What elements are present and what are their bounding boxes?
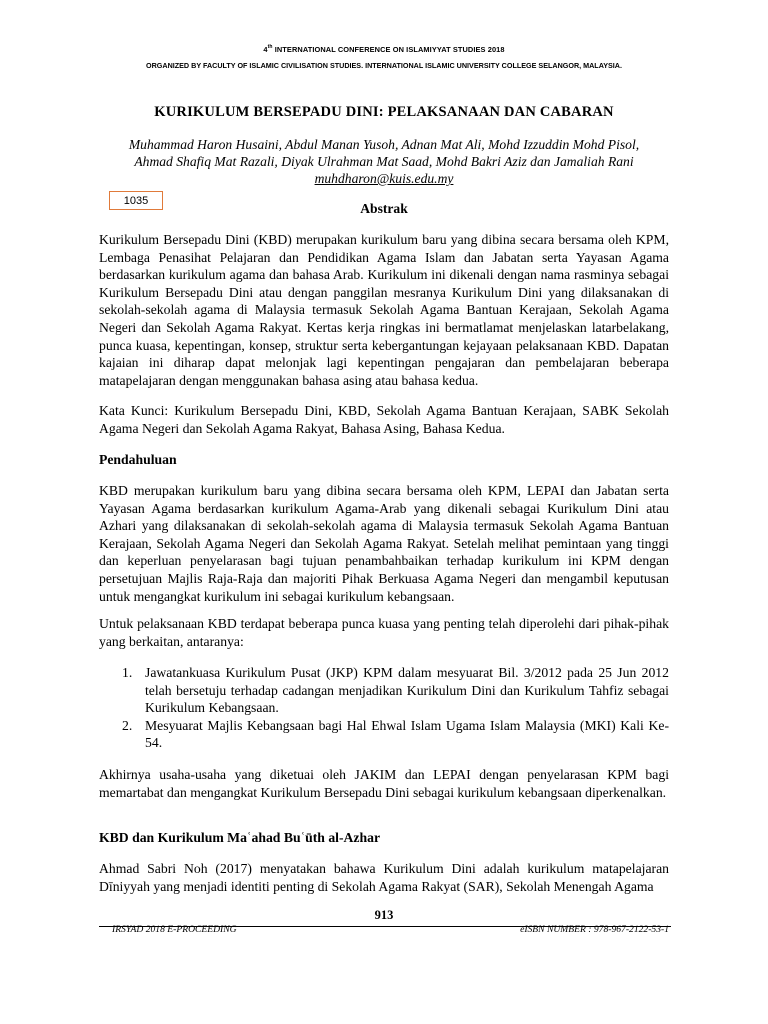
paper-title: KURIKULUM BERSEPADU DINI: PELAKSANAAN DAN CABARAN (154, 104, 614, 120)
authors-line-2: Ahmad Shafiq Mat Razali, Diyak Ulrahman Mat Saad, Mohd Bakri Aziz dan Jamaliah Rani (134, 154, 634, 169)
authors-block (0, 136, 768, 187)
abstract-text-block (99, 231, 669, 389)
list-item (99, 717, 669, 752)
introduction-para-1-text: KBD merupakan kurikulum baru yang dibina secara bersama oleh KPM, LEPAI dan Jabatan serta Yayasan Agama berdasarkan kurikulum Agama-Arab yang dikenali sebagai Kurikulum Dini atau Azhari yang dilaksanakan di sekolah-sekolah agama di Malaysia termasuk Sekolah Agama Bantuan Kerajaan, Sekolah Agama Negeri dan Sekolah Agama Rakyat. Setelah melihat pemintaan yang tinggi dan keperluan penyelarasan bagi tujuan penambahbaikan terhadap kurikulum ini KPM dengan persetujuan Majlis Raja-Raja dan majoriti Pihak Berkuasa Agama Negeri dan mengambil keputusan untuk mengangkat kurikulum ini sebagai kurikulum kebangsaan. (99, 483, 669, 604)
conference-title-text: INTERNATIONAL CONFERENCE ON ISLAMIYYAT STUDIES 2018 (272, 45, 505, 54)
list-item-text: Mesyuarat Majlis Kebangsaan bagi Hal Ehwal Islam Ugama Islam Malaysia (MKI) Kali Ke-54. (145, 717, 669, 751)
introduction-paragraph-3 (99, 766, 669, 801)
introduction-paragraph-1 (99, 482, 669, 605)
conference-organizer: ORGANIZED BY FACULTY OF ISLAMIC CIVILISATION STUDIES. INTERNATIONAL ISLAMIC UNIVERSITY COLLEGE SELANGOR, MALAYSIA. (146, 61, 622, 70)
footer-proceeding: IRSYAD 2018 E-PROCEEDING (112, 924, 237, 935)
author-email[interactable]: muhdharon@kuis.edu.my (314, 171, 454, 186)
abstract-text: Kurikulum Bersepadu Dini (KBD) merupakan kurikulum baru yang dibina secara bersama oleh KPM, Lembaga Penasihat Pelajaran dan Pendidikan Agama Islam dan Jabatan serta Yayasan Agama berdasarkan kurikulum agama dan bahasa Arab. Kurikulum ini dikenali dengan nama rasminya sebagai Kurikulum Bersepadu Dini atau dengan panggilan mesranya Kurikulum Dini yang dilaksanakan di sekolah-sekolah agama di Malaysia termasuk Sekolah Agama Bantuan Kerajaan, Sekolah Agama Negeri dan Sekolah Agama Rakyat. Kertas kerja ringkas ini bermatlamat menjelaskan latarbelakang, punca kuasa, kepentingan, konsep, struktur serta kebergantungan kejayaan pelaksanaan KBD. Dapatan kajaian ini diharap dapat melonjak lagi kepentingan pengajaran dan pembelajaran beberapa matapelajaran dengan menggunakan bahasa asing atau bahasa kedua. (99, 232, 669, 388)
keywords-text: Kata Kunci: Kurikulum Bersepadu Dini, KBD, Sekolah Agama Bantuan Kerajaan, SABK Sekolah Agama Negeri dan Sekolah Agama Rakyat, Bahasa Asing, Bahasa Kedua. (99, 403, 669, 436)
introduction-para-2-text: Untuk pelaksanaan KBD terdapat beberapa punca kuasa yang penting telah diperolehi dari pihak-pihak yang berkaitan, antaranya: (99, 616, 669, 649)
footer-isbn: eISBN NUMBER : 978-967-2122-53-1 (520, 924, 669, 935)
authors-line-1: Muhammad Haron Husaini, Abdul Manan Yusoh, Adnan Mat Ali, Mohd Izzuddin Mohd Pisol, (128, 137, 640, 152)
conference-superscript: th (267, 44, 273, 50)
section2-heading: KBD dan Kurikulum Maʿahad Buʿūth al-Azhar (99, 830, 381, 845)
paper-id-badge: 1035 (109, 191, 163, 210)
list-item (99, 664, 669, 717)
introduction-paragraph-2 (99, 615, 669, 650)
authority-list (99, 664, 669, 752)
section2-paragraph-1 (99, 860, 669, 895)
conference-title (0, 44, 768, 54)
introduction-para-3-text: Akhirnya usaha-usaha yang diketuai oleh JAKIM dan LEPAI dengan penyelarasan KPM bagi memartabat dan mengangkat Kurikulum Bersepadu Dini sebagai kurikulum kebangsaan diperkenalkan. (99, 767, 669, 800)
list-item-text: Jawatankuasa Kurikulum Pusat (JKP) KPM dalam mesyuarat Bil. 3/2012 pada 25 Jun 2012 telah bersetuju terhadap cadangan menjadikan Kurikulum Dini dan Kurikulum Tahfiz sebagai Kurikulum Kebangsaan. (145, 665, 669, 716)
abstract-heading: Abstrak (360, 201, 408, 216)
introduction-heading: Pendahuluan (99, 452, 177, 467)
section2-para-1-text: Ahmad Sabri Noh (2017) menyatakan bahawa Kurikulum Dini adalah kurikulum matapelajaran Dīniyyah yang menjadi identiti penting di Sekolah Agama Rakyat (SAR), Sekolah Menengah Agama (99, 861, 669, 894)
keywords-block (99, 402, 669, 437)
list-item-number: 2. (122, 717, 133, 733)
list-item-number: 1. (122, 665, 133, 680)
page-number: 913 (374, 908, 394, 922)
conference-ordinal: 4 (263, 45, 268, 54)
